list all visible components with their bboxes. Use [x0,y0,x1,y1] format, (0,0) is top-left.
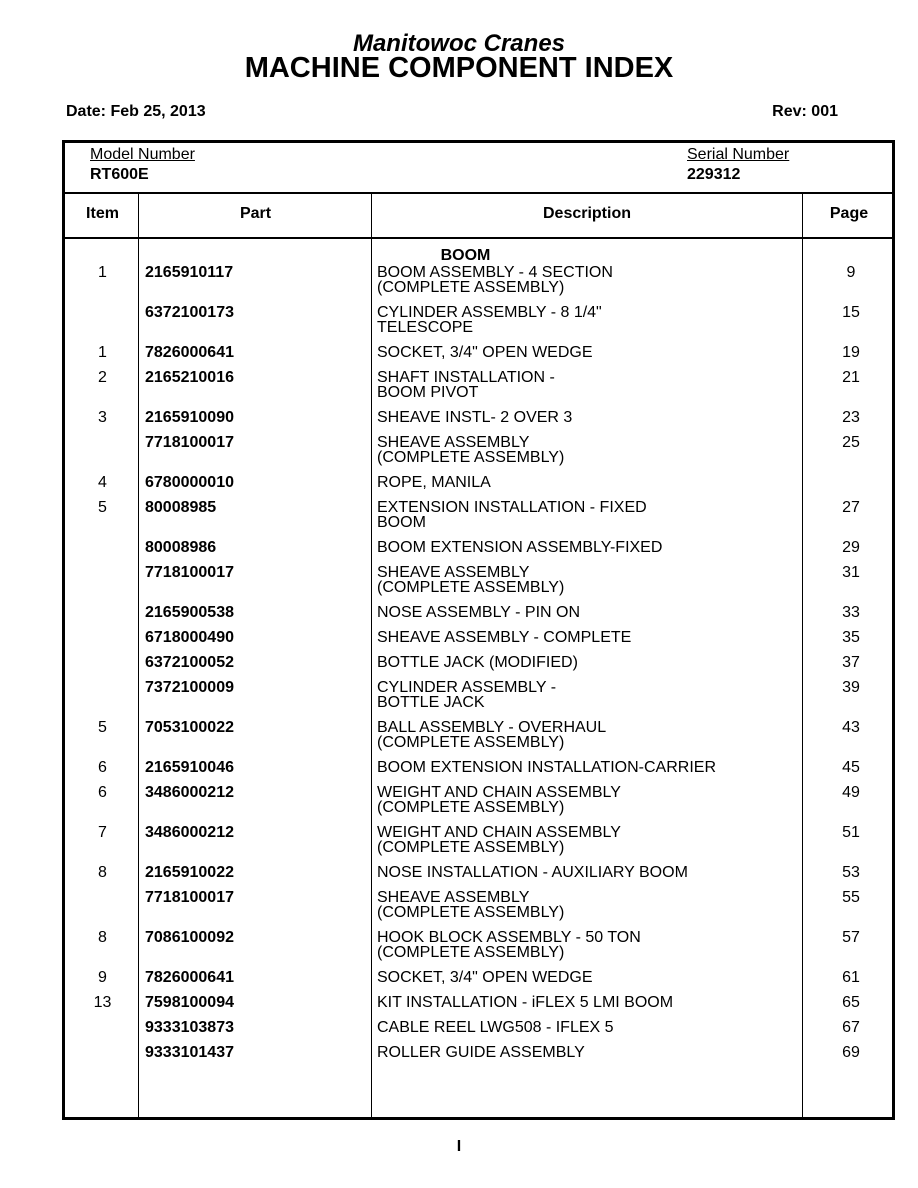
row-item: 5 [98,719,107,736]
row-part-number: 6718000490 [145,629,234,646]
row-part-number: 80008985 [145,499,217,516]
row-description: SHAFT INSTALLATION - BOOM PIVOT [377,369,555,401]
row-part-number: 2165900538 [145,604,234,621]
column-header-part: Part [239,205,272,222]
document-title: MACHINE COMPONENT INDEX [244,52,674,84]
row-description: SHEAVE INSTL- 2 OVER 3 [377,409,573,426]
row-page: 23 [842,409,860,426]
row-description: BOOM EXTENSION ASSEMBLY-FIXED [377,539,663,556]
row-part-number: 7086100092 [145,929,234,946]
row-description: EXTENSION INSTALLATION - FIXED BOOM [377,499,647,531]
row-part-number: 7826000641 [145,969,234,986]
document-revision: Rev: 001 [772,103,838,120]
row-item: 6 [98,784,107,801]
row-part-number: 2165910046 [145,759,234,776]
row-item: 7 [98,824,107,841]
row-part-number: 2165910090 [145,409,234,426]
row-page: 51 [842,824,860,841]
row-description: WEIGHT AND CHAIN ASSEMBLY (COMPLETE ASSEMBLY) [377,824,621,856]
row-description: SHEAVE ASSEMBLY (COMPLETE ASSEMBLY) [377,889,565,921]
model-number-value: RT600E [90,166,149,183]
row-page: 29 [842,539,860,556]
column-divider [371,192,372,1117]
row-part-number: 9333101437 [145,1044,234,1061]
page-number: I [456,1138,462,1155]
row-part-number: 6372100052 [145,654,234,671]
document-date: Date: Feb 25, 2013 [66,103,206,120]
row-page: 19 [842,344,860,361]
row-part-number: 2165210016 [145,369,234,386]
row-description: SHEAVE ASSEMBLY - COMPLETE [377,629,632,646]
row-part-number: 7718100017 [145,434,234,451]
column-header-description: Description [542,205,631,222]
component-table [62,140,895,1120]
row-page: 27 [842,499,860,516]
row-page: 33 [842,604,860,621]
row-part-number: 7718100017 [145,889,234,906]
section-title: BOOM [440,247,491,264]
row-part-number: 7053100022 [145,719,234,736]
row-item: 9 [98,969,107,986]
row-description: NOSE ASSEMBLY - PIN ON [377,604,581,621]
row-description: ROLLER GUIDE ASSEMBLY [377,1044,585,1061]
row-page: 61 [842,969,860,986]
row-item: 8 [98,929,107,946]
row-page: 15 [842,304,860,321]
model-number-label: Model Number [90,146,195,163]
row-page: 69 [842,1044,860,1061]
row-part-number: 6372100173 [145,304,234,321]
row-item: 1 [98,344,107,361]
row-item: 1 [98,264,107,281]
column-header-page: Page [829,205,869,222]
row-description: HOOK BLOCK ASSEMBLY - 50 TON (COMPLETE ASSEMBLY) [377,929,641,961]
row-part-number: 7372100009 [145,679,234,696]
row-description: WEIGHT AND CHAIN ASSEMBLY (COMPLETE ASSEMBLY) [377,784,621,816]
row-description: BOOM EXTENSION INSTALLATION-CARRIER [377,759,717,776]
row-page: 21 [842,369,860,386]
row-part-number: 6780000010 [145,474,234,491]
row-page: 25 [842,434,860,451]
row-description: SHEAVE ASSEMBLY (COMPLETE ASSEMBLY) [377,434,565,466]
row-part-number: 7826000641 [145,344,234,361]
row-item: 13 [93,994,112,1011]
row-part-number: 7598100094 [145,994,234,1011]
row-description: SOCKET, 3/4" OPEN WEDGE [377,344,593,361]
row-part-number: 7718100017 [145,564,234,581]
serial-number-value: 229312 [687,166,741,183]
row-part-number: 2165910022 [145,864,234,881]
row-description: KIT INSTALLATION - iFLEX 5 LMI BOOM [377,994,674,1011]
row-part-number: 3486000212 [145,784,234,801]
row-page: 35 [842,629,860,646]
row-description: CABLE REEL LWG508 - IFLEX 5 [377,1019,614,1036]
row-description: NOSE INSTALLATION - AUXILIARY BOOM [377,864,688,881]
row-description: CYLINDER ASSEMBLY - 8 1/4" TELESCOPE [377,304,602,336]
row-part-number: 2165910117 [145,264,234,281]
row-page: 31 [842,564,860,581]
row-page: 45 [842,759,860,776]
row-description: SHEAVE ASSEMBLY (COMPLETE ASSEMBLY) [377,564,565,596]
row-description: ROPE, MANILA [377,474,491,491]
row-item: 3 [98,409,107,426]
row-part-number: 9333103873 [145,1019,234,1036]
row-page: 37 [842,654,860,671]
row-description: BOOM ASSEMBLY - 4 SECTION (COMPLETE ASSEMBLY) [377,264,613,296]
row-description: SOCKET, 3/4" OPEN WEDGE [377,969,593,986]
row-page: 9 [846,264,856,281]
row-page: 49 [842,784,860,801]
row-description: BOTTLE JACK (MODIFIED) [377,654,578,671]
row-part-number: 3486000212 [145,824,234,841]
row-page: 43 [842,719,860,736]
row-item: 2 [98,369,107,386]
row-item: 4 [98,474,107,491]
row-item: 5 [98,499,107,516]
serial-number-label: Serial Number [687,146,790,163]
row-description: CYLINDER ASSEMBLY - BOTTLE JACK [377,679,557,711]
row-page: 65 [842,994,860,1011]
company-name: Manitowoc Cranes [352,30,566,57]
row-page: 67 [842,1019,860,1036]
row-page: 53 [842,864,860,881]
column-header-item: Item [86,205,119,222]
model-serial-header [65,143,892,194]
row-part-number: 80008986 [145,539,217,556]
row-description: BALL ASSEMBLY - OVERHAUL (COMPLETE ASSEMBLY) [377,719,607,751]
row-page: 55 [842,889,860,906]
row-page: 57 [842,929,860,946]
row-page: 39 [842,679,860,696]
column-divider [802,192,803,1117]
row-item: 8 [98,864,107,881]
row-item: 6 [98,759,107,776]
